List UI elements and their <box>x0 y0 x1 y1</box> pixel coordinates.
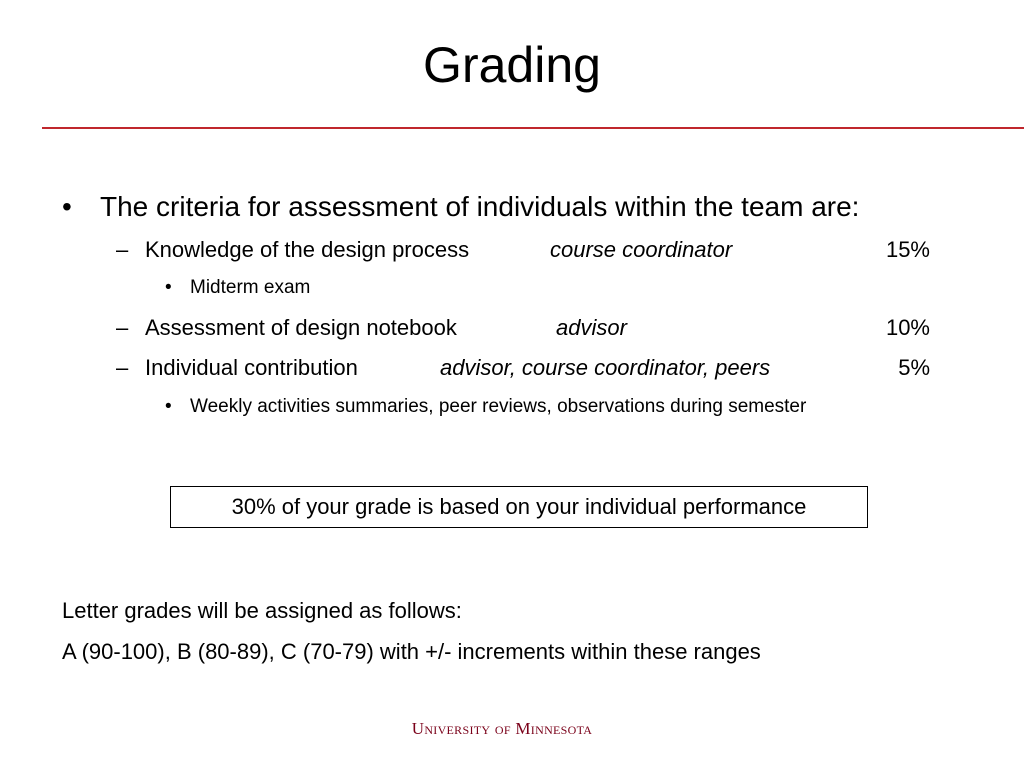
individual-performance-callout: 30% of your grade is based on your individual performance <box>170 486 868 528</box>
slide-title: Grading <box>423 37 601 93</box>
criterion-evaluator: advisor, course coordinator, peers <box>440 355 771 380</box>
title-divider <box>42 127 1024 129</box>
criterion-evaluator: advisor <box>556 315 627 340</box>
university-logo: University of Minnesota <box>411 719 593 738</box>
criterion-detail: Midterm exam <box>190 277 311 298</box>
letter-grades-heading: Letter grades will be assigned as follows: <box>62 598 462 623</box>
sub-bullet-marker: • <box>165 277 172 298</box>
criterion-detail-row <box>0 394 1024 420</box>
criterion-detail: Weekly activities summaries, peer reviews, observations during semester <box>190 396 807 417</box>
criterion-row <box>0 353 1024 383</box>
letter-grades-ranges: A (90-100), B (80-89), C (70-79) with +/- increments within these ranges <box>62 639 761 664</box>
bullet-marker: • <box>62 191 72 222</box>
criterion-row <box>0 235 1024 265</box>
dash-marker: – <box>116 237 129 262</box>
criterion-label: Assessment of design notebook <box>145 315 457 340</box>
intro-text: The criteria for assessment of individuals within the team are: <box>100 191 860 222</box>
dash-marker: – <box>116 315 129 340</box>
criterion-label: Individual contribution <box>145 355 358 380</box>
criterion-percent: 15% <box>885 237 930 262</box>
dash-marker: – <box>116 355 129 380</box>
sub-bullet-marker: • <box>165 396 172 417</box>
criterion-label: Knowledge of the design process <box>145 237 470 262</box>
criterion-percent: 5% <box>898 355 930 380</box>
criterion-percent: 10% <box>885 315 930 340</box>
criterion-row <box>0 313 1024 343</box>
criterion-detail-row <box>0 275 1024 301</box>
criterion-evaluator: course coordinator <box>550 237 733 262</box>
